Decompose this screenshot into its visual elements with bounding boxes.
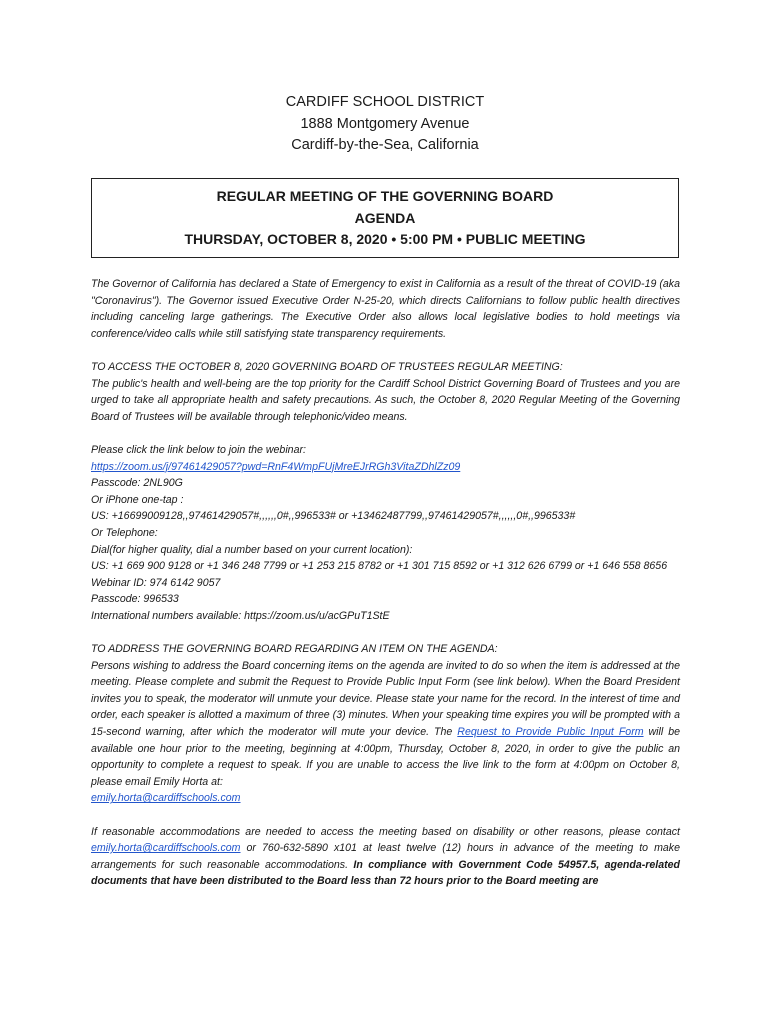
phone-passcode: Passcode: 996533 (91, 593, 179, 606)
address-board-paragraph (91, 658, 680, 791)
iphone-numbers: US: +16699009128,,97461429057#,,,,,,0#,,996533# or +13462487799,,97461429057#,,,,,,0#,,996533# (91, 510, 576, 523)
accommodations-text-2: or 760-632-5890 x101 at least twelve (12) hours in advance of the meeting to make arrangements for such reasonable accommodations. (91, 842, 680, 871)
iphone-label: Or iPhone one-tap : (91, 493, 184, 506)
district-name: CARDIFF SCHOOL DISTRICT (285, 94, 485, 110)
telephone-label: Or Telephone: (91, 526, 158, 539)
document-body (91, 276, 680, 890)
dial-instructions: Dial(for higher quality, dial a number based on your current location): (91, 543, 413, 556)
address-board-heading: TO ADDRESS THE GOVERNING BOARD REGARDING AN ITEM ON THE AGENDA: (91, 643, 498, 656)
webinar-instructions: Please click the link below to join the webinar: (91, 443, 306, 456)
webinar-passcode: Passcode: 2NL90G (91, 477, 183, 490)
access-heading: TO ACCESS THE OCTOBER 8, 2020 GOVERNING BOARD OF TRUSTEES REGULAR MEETING: (91, 360, 563, 373)
letterhead (0, 92, 770, 157)
zoom-webinar-link[interactable]: https://zoom.us/j/97461429057?pwd=RnF4WmpFUjMreEJrRGh3VitaZDhlZz09 (91, 460, 461, 473)
accommodations-email-link[interactable]: emily.horta@cardiffschools.com (91, 842, 241, 855)
accommodations-text-1: If reasonable accommodations are needed to access the meeting based on disability or other reasons, please contact (91, 825, 680, 838)
board-email-link[interactable]: emily.horta@cardiffschools.com (91, 792, 241, 805)
international-numbers: International numbers available: https://zoom.us/u/acGPuT1StE (91, 609, 390, 622)
district-city: Cardiff-by-the-Sea, California (291, 137, 479, 153)
address-board-text-2: will be available one hour prior to the meeting, beginning at 4:00pm, Thursday, October 8, 2020, in order to give the public an opportunity to complete a request to speak. If you are unable to access the live link to the form at 4:00pm on October 8, please email Emily Horta at: (91, 726, 681, 788)
agenda-title-line1: REGULAR MEETING OF THE GOVERNING BOARD (216, 188, 554, 204)
agenda-title-box (91, 178, 679, 258)
public-input-form-link[interactable]: Request to Provide Public Input Form (457, 726, 644, 739)
intro-paragraph: The Governor of California has declared a State of Emergency to exist in California as a result of the threat of COVID-19 (aka "Coronavirus"). The Governor issued Executive Order N-25-20, which directs Californians to follow public health directives including canceling large gatherings. The Executive Order also allows local legislative bodies to hold meetings via conference/video calls while still satisfying state transparency requirements. (91, 278, 680, 340)
agenda-title-line3: THURSDAY, OCTOBER 8, 2020 • 5:00 PM • PUBLIC MEETING (184, 231, 586, 247)
webinar-id: Webinar ID: 974 6142 9057 (91, 576, 221, 589)
district-address: 1888 Montgomery Avenue (300, 115, 470, 132)
government-code-notice: In compliance with Government Code 54957.5, agenda-related documents that have been distributed to the Board less than 72 hours prior to the Board meeting are (91, 858, 680, 888)
access-paragraph: The public's health and well-being are the top priority for the Cardiff School District Governing Board of Trustees and you are urged to take all appropriate health and safety precautions. As such, the October 8, 2020 Regular Meeting of the Governing Board of Trustees will be available through telephonic/video means. (91, 377, 680, 423)
address-board-text-1: Persons wishing to address the Board concerning items on the agenda are invited to do so when the item is addressed at the meeting. Please complete and submit the Request to Provide Public Input Form (see link below). When the Board President invites you to speak, the moderator will unmute your device. Please state your name for the record. In the interest of time and order, each speaker is allotted a maximum of three (3) minutes. When your speaking time expires you will be prompted with a 15-second warning, after which the moderator will mute your device. The (91, 659, 680, 739)
accommodations-paragraph (91, 824, 680, 890)
us-phone-numbers: US: +1 669 900 9128 or +1 346 248 7799 or +1 253 215 8782 or +1 301 715 8592 or +1 312 626 6799 or +1 646 558 8656 (91, 560, 668, 573)
agenda-title-line2: AGENDA (354, 209, 416, 226)
